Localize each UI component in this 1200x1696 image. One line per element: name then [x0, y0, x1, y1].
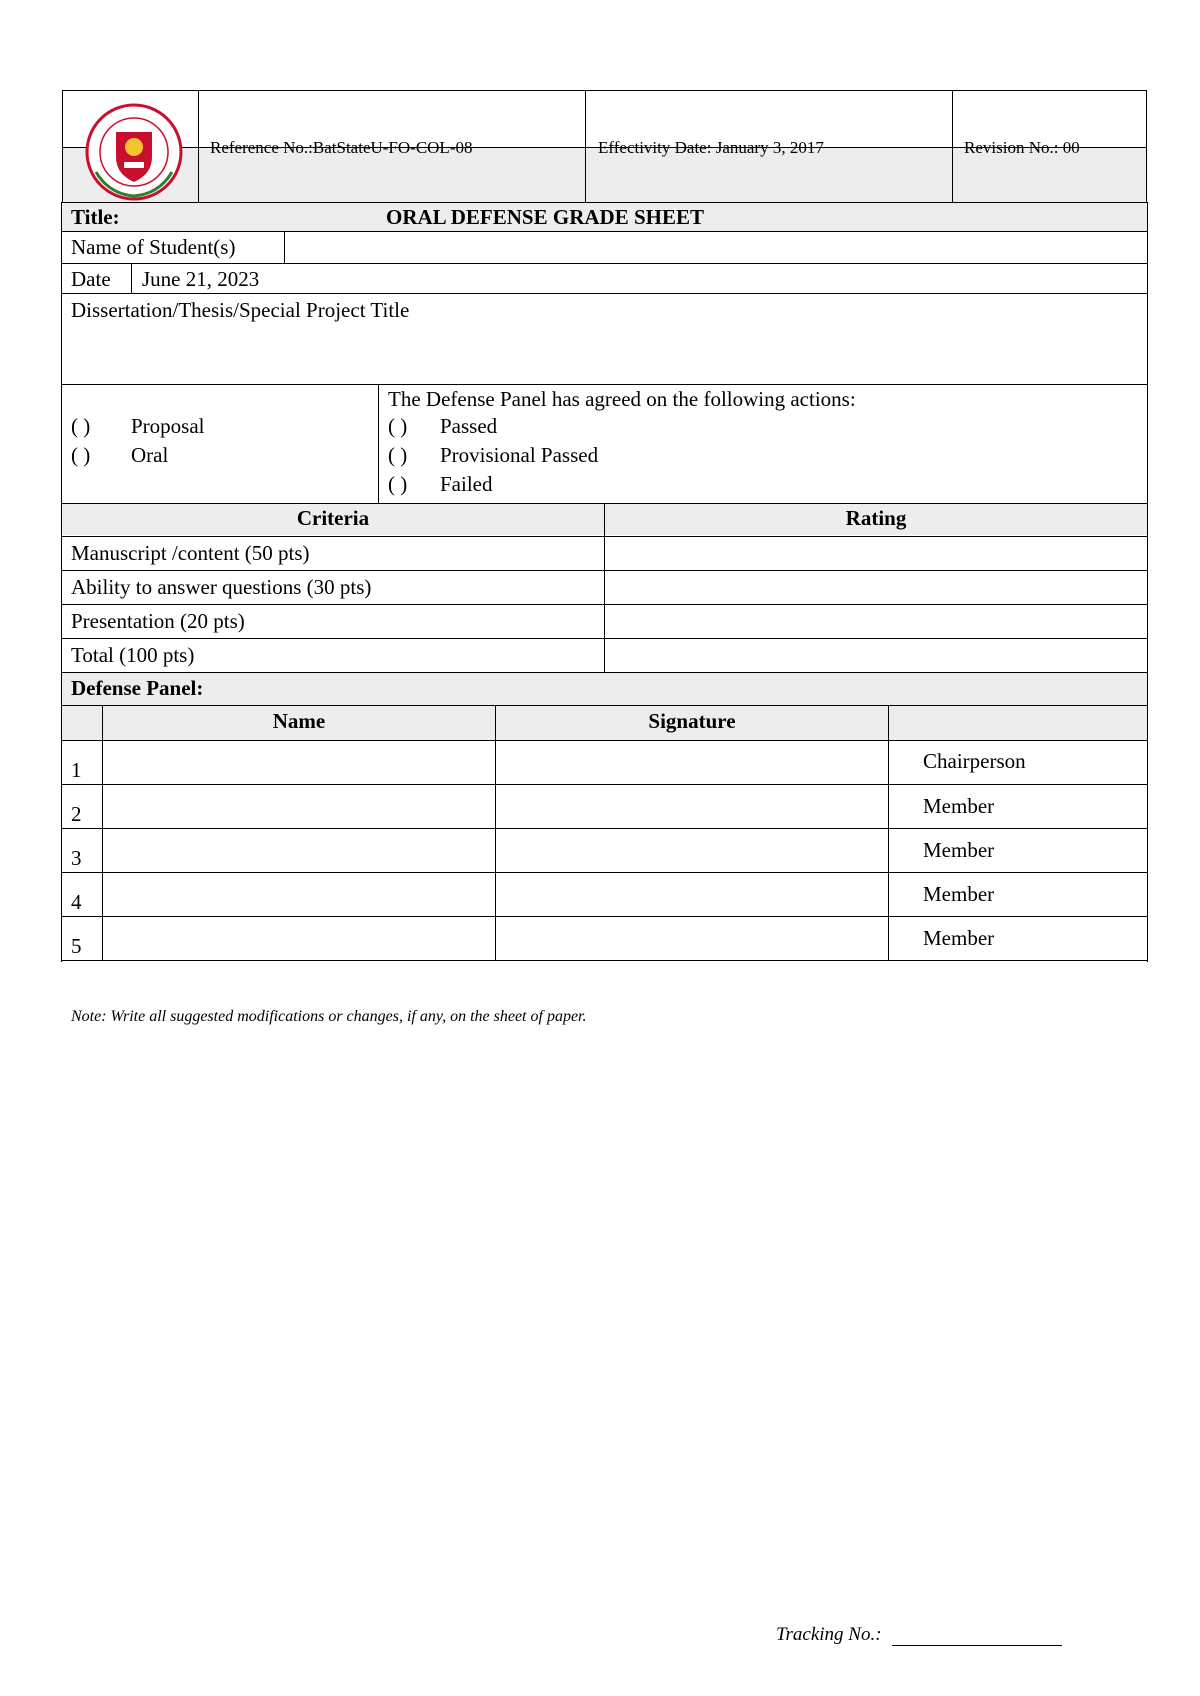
panel-name-field[interactable] [104, 786, 494, 827]
action-option-label: Provisional Passed [440, 443, 599, 467]
type-option-label: Proposal [131, 414, 205, 438]
panel-signature-field[interactable] [497, 786, 887, 827]
reference-number: Reference No.:BatStateU-FO-COL-08 [210, 138, 473, 157]
panel-name-header: Name [272, 709, 326, 733]
rating-field[interactable] [606, 571, 1146, 603]
form-title: ORAL DEFENSE GRADE SHEET [386, 205, 704, 229]
note-text: Note: Write all suggested modifications or changes, if any, on the sheet of paper. [71, 1008, 587, 1025]
panel-signature-field[interactable] [497, 830, 887, 871]
panel-row-role: Member [923, 794, 995, 818]
actions-heading: The Defense Panel has agreed on the following actions: [388, 387, 856, 411]
date-value: June 21, 2023 [142, 267, 260, 291]
panel-row-role: Member [923, 882, 995, 906]
criteria-row-label: Ability to answer questions (30 pts) [71, 575, 372, 599]
rating-field[interactable] [606, 605, 1146, 637]
project-title-label: Dissertation/Thesis/Special Project Title [71, 298, 410, 322]
panel-row-role: Chairperson [923, 749, 1026, 773]
type-option-proposal[interactable] [71, 414, 291, 440]
defense-panel-heading: Defense Panel: [71, 676, 204, 700]
rating-field[interactable] [606, 537, 1146, 569]
checkbox-icon: ( ) [71, 414, 91, 438]
criteria-header: Criteria [296, 506, 370, 530]
type-option-oral[interactable] [71, 443, 291, 469]
effectivity-date: Effectivity Date: January 3, 2017 [598, 138, 824, 157]
criteria-row-label: Total (100 pts) [71, 643, 195, 667]
checkbox-icon: ( ) [388, 472, 408, 496]
criteria-row-label: Presentation (20 pts) [71, 609, 245, 633]
action-option-label: Failed [440, 472, 493, 496]
project-title-field[interactable] [63, 324, 1146, 382]
rating-header: Rating [845, 506, 907, 530]
panel-row-role: Member [923, 838, 995, 862]
action-option-provisional-passed[interactable] [388, 443, 708, 469]
date-label: Date [71, 267, 111, 291]
panel-signature-field[interactable] [497, 874, 887, 915]
tracking-number-field[interactable] [892, 1620, 1062, 1646]
student-name-field[interactable] [286, 232, 1146, 262]
panel-row-number: 4 [71, 890, 82, 914]
revision-number: Revision No.: 00 [964, 138, 1080, 157]
university-logo [84, 102, 184, 202]
panel-row-number: 3 [71, 846, 82, 870]
action-option-label: Passed [440, 414, 498, 438]
action-option-passed[interactable] [388, 414, 708, 440]
panel-signature-field[interactable] [497, 742, 887, 783]
panel-name-field[interactable] [104, 918, 494, 959]
checkbox-icon: ( ) [388, 414, 408, 438]
panel-name-field[interactable] [104, 742, 494, 783]
student-name-label: Name of Student(s) [71, 235, 236, 259]
panel-row-number: 1 [71, 758, 82, 782]
checkbox-icon: ( ) [71, 443, 91, 467]
title-label: Title: [71, 205, 120, 229]
panel-name-field[interactable] [104, 830, 494, 871]
panel-row-number: 5 [71, 934, 82, 958]
type-option-label: Oral [131, 443, 169, 467]
checkbox-icon: ( ) [388, 443, 408, 467]
tracking-label: Tracking No.: [776, 1624, 882, 1645]
panel-signature-header: Signature [648, 709, 736, 733]
action-option-failed[interactable] [388, 472, 708, 498]
panel-row-role: Member [923, 926, 995, 950]
criteria-row-label: Manuscript /content (50 pts) [71, 541, 310, 565]
rating-field[interactable] [606, 639, 1146, 671]
panel-row-number: 2 [71, 802, 82, 826]
panel-signature-field[interactable] [497, 918, 887, 959]
panel-name-field[interactable] [104, 874, 494, 915]
